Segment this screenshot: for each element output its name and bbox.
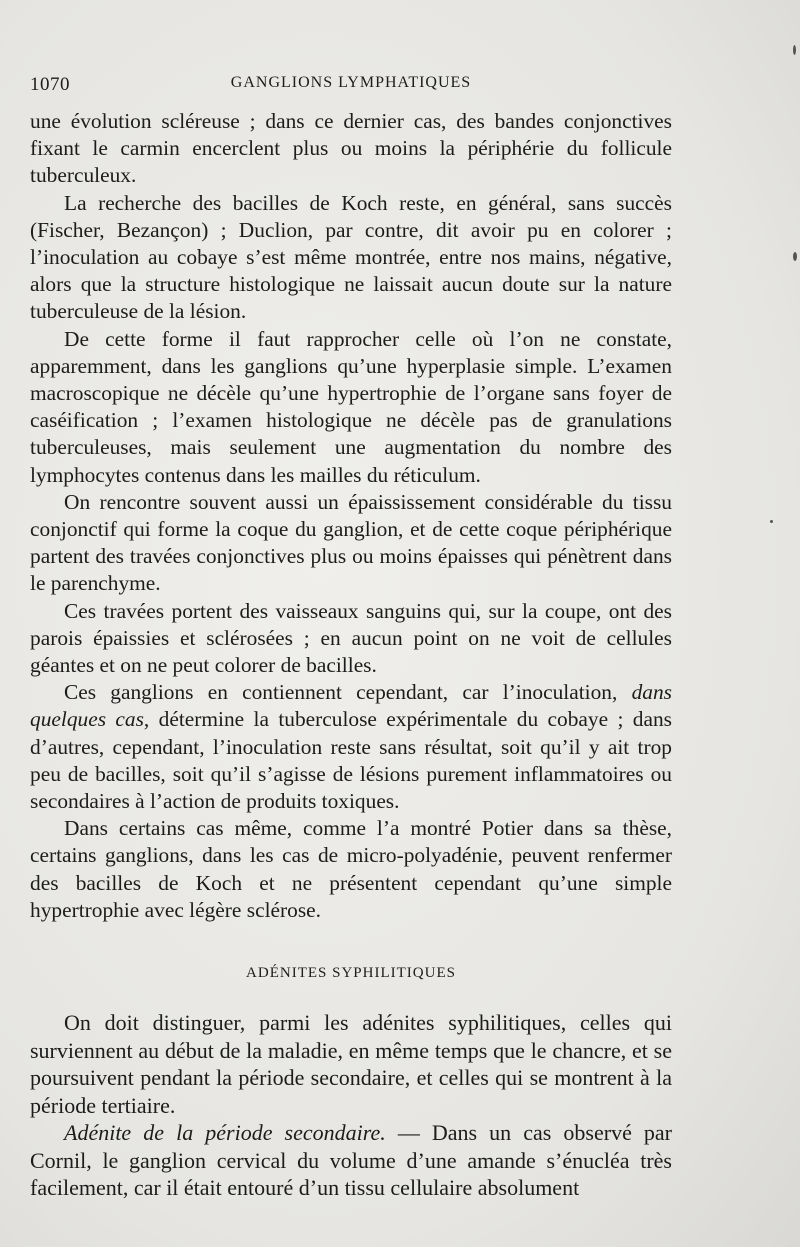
paragraph: On doit distinguer, parmi les adénites syphilitiques, celles qui surviennent au début de la maladie, en même temps que le chancre, et se poursuivent pendant la période secondaire, et celles qui se montrent à la période tertiaire. [30, 1010, 672, 1118]
page-header [30, 74, 672, 100]
paragraph: Ces ganglions en contiennent cependant, car l’inoculation, dans quelques cas, détermine la tuberculose expérimentale du cobaye ; dans d’autres, cependant, l’inoculation reste sans résultat, soit qu’il y ait trop peu de bacilles, soit qu’il s’agisse de lésions purement inflammatoires ou secondaires à l’action de produits toxiques. [30, 680, 672, 814]
scan-speck [793, 45, 796, 55]
paragraph: Dans certains cas même, comme l’a montré Potier dans sa thèse, certains ganglions, dans les cas de micro-polyadénie, peuvent renfermer des bacilles de Koch et ne présentent cependant qu’une simple hypertrophie avec légère sclérose. [30, 816, 672, 922]
section-heading: ADÉNITES SYPHILITIQUES [246, 965, 456, 982]
page-number: 1070 [30, 74, 70, 95]
italic-subheading: Adénite de la période secondaire. [64, 1120, 386, 1146]
running-head: GANGLIONS LYMPHATIQUES [230, 74, 472, 91]
body-text [30, 108, 672, 1202]
paragraph: On rencontre souvent aussi un épaississement considérable du tissu conjonctif qui forme la coque du ganglion, et de cette coque périphérique partent des travées conjonctives plus ou moins épaisses qui pénètrent dans le parenchyme. [30, 489, 672, 596]
section-body [30, 1009, 672, 1202]
paragraph: Ces travées portent des vaisseaux sanguins qui, sur la coupe, ont des parois épaissies et sclérosées ; en aucun point on ne voit de cellules géantes et on ne peut colorer de bacilles. [30, 598, 672, 678]
paragraph: une évolution scléreuse ; dans ce dernier cas, des bandes conjonctives fixant le carmin encerclent plus ou moins la périphérie du follicule tuberculeux. [30, 109, 672, 188]
italic-phrase: dans quelques cas [30, 680, 672, 732]
scan-speck [793, 252, 797, 261]
scan-speck [770, 520, 773, 523]
paragraph: Adénite de la période secondaire. — Dans un cas observé par Cornil, le ganglion cervical du volume d’une amande s’énucléa très facilement, car il était entouré d’un tissu cellulaire absolument [30, 1120, 672, 1201]
paragraph: La recherche des bacilles de Koch reste, en général, sans succès (Fischer, Bezançon) ; Duclion, par contre, dit avoir pu en colorer ; l’inoculation au cobaye s’est même montrée, entre nos mains, négative, alors que la structure histologique ne laissait aucun doute sur la nature tuberculeuse de la lésion. [30, 190, 672, 324]
paragraph: De cette forme il faut rapprocher celle où l’on ne constate, apparemment, dans les ganglions qu’une hyperplasie simple. L’examen macroscopique ne décèle qu’une hypertrophie de l’organe sans foyer de caséification ; l’examen histologique ne décèle pas de granulations tuberculeuses, mais seulement une augmentation du nombre des lymphocytes contenus dans les mailles du réticulum. [30, 326, 672, 487]
